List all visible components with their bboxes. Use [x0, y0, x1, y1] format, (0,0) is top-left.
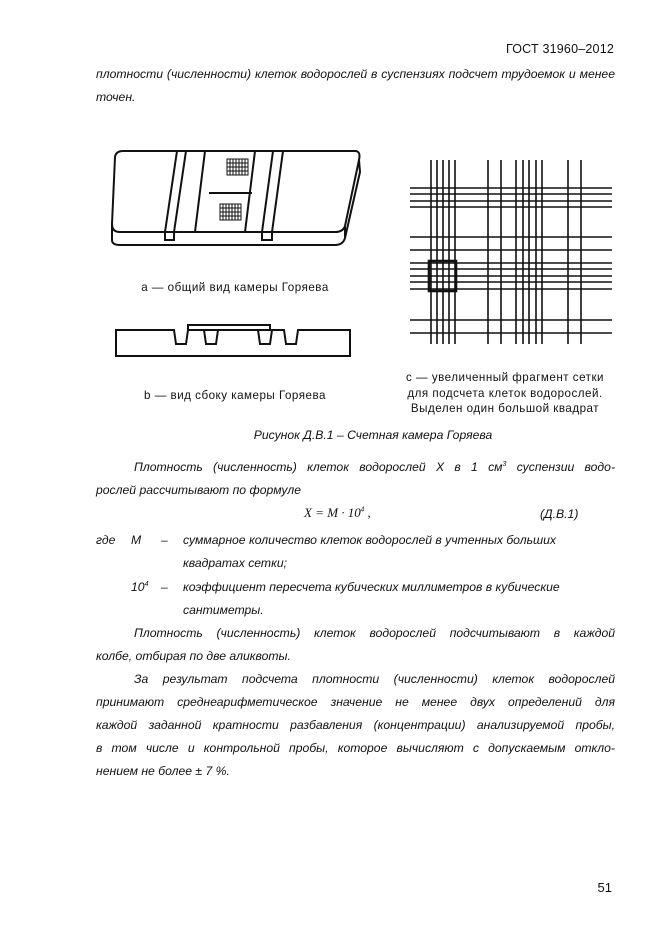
- intro-line-1: плотности (численности) клеток водорослей в суспензиях подсчет трудоемок и менее: [96, 67, 615, 81]
- intro-line-2: точен.: [96, 90, 136, 104]
- para2-line-1: Плотность (численность) клеток водорослей подсчитывают в каждой: [134, 626, 615, 640]
- definition-10-4-line-2: сантиметры.: [183, 603, 264, 617]
- dash-2: –: [161, 580, 168, 594]
- para3-line-2: принимают среднеарифметическое значение не менее двух определений для: [96, 695, 615, 709]
- para1-line-2: рослей рассчитывают по формуле: [96, 483, 302, 497]
- para3-line-1: За результат подсчета плотности (численности) клеток водорослей: [134, 672, 615, 686]
- caption-a: а — общий вид камеры Горяева: [141, 281, 329, 294]
- symbol-10-4: [131, 576, 148, 599]
- para3-line-4: в том числе и контрольной пробы, которое вычисляют с допускаемым откло-: [96, 741, 615, 755]
- para1-line-1-text: Плотность (численность) клеток водорослей X в 1 см: [134, 460, 503, 474]
- document-code: ГОСТ 31960–2012: [505, 42, 614, 56]
- para1-cube-superscript: 3: [502, 460, 507, 468]
- where-label: где: [96, 533, 116, 547]
- para1-line-1-end: суспензии водо-: [506, 460, 615, 474]
- symbol-10-exponent: 4: [144, 580, 149, 588]
- definition-m-line-1: суммарное количество клеток водорослей в учтенных больших: [183, 533, 556, 547]
- formula-expression: X = M · 10: [304, 505, 361, 520]
- symbol-m: M: [131, 533, 142, 547]
- figure-title: Рисунок Д.В.1 – Счетная камера Горяева: [253, 428, 493, 442]
- symbol-10: 10: [131, 580, 145, 594]
- formula: [304, 505, 371, 521]
- para1-line-1: [134, 456, 615, 479]
- counting-grid-drawing: [400, 158, 620, 348]
- para3-line-3: каждой заданной кратности разбавления (концентрации) анализируемой пробы,: [96, 718, 615, 732]
- caption-c-line-1: с — увеличенный фрагмент сетки: [405, 371, 605, 384]
- dash-1: –: [161, 533, 168, 547]
- formula-number: (Д.В.1): [540, 507, 579, 521]
- para2-line-2: колбе, отбирая по две аликвоты.: [96, 649, 291, 663]
- definition-10-4-line-1: коэффициент пересчета кубических миллиметров в кубические: [183, 580, 560, 594]
- caption-b: b — вид сбоку камеры Горяева: [144, 389, 326, 402]
- chamber-side-view-drawing: [114, 320, 354, 360]
- page-number: 51: [597, 880, 612, 895]
- definition-m-line-2: квадратах сетки;: [183, 556, 287, 570]
- para3-line-5: нением не более ± 7 %.: [96, 764, 230, 778]
- caption-c-line-2: для подсчета клеток водорослей.: [407, 387, 603, 400]
- formula-tail: ,: [364, 505, 371, 520]
- caption-c-line-3: Выделен один большой квадрат: [410, 402, 600, 415]
- formula-exponent: 4: [360, 505, 365, 514]
- chamber-top-view-drawing: [105, 148, 365, 258]
